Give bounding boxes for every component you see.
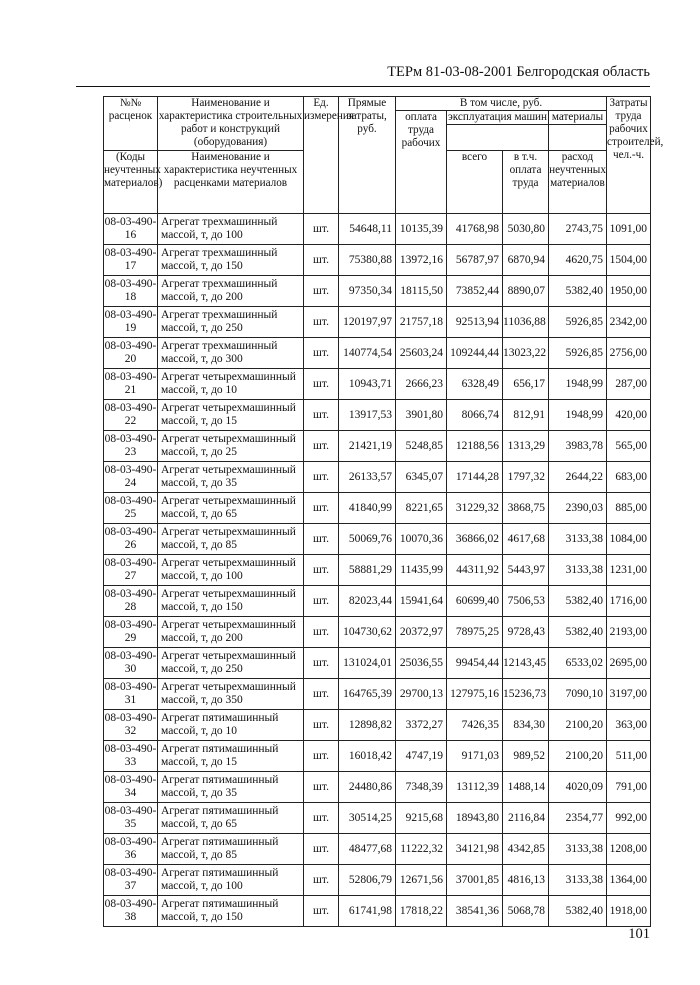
row-machines-total: 18943,80: [447, 803, 503, 834]
row-materials: 1948,99: [549, 369, 607, 400]
row-unit: шт.: [304, 462, 339, 493]
row-unit: шт.: [304, 431, 339, 462]
running-header: ТЕРм 81-03-08-2001 Белгородская область: [76, 62, 650, 87]
row-code: 08-03-490-29: [104, 617, 158, 648]
row-machines-wage: 989,52: [503, 741, 549, 772]
col-header-incl: В том числе, руб.: [396, 97, 607, 111]
row-direct-cost: 131024,01: [339, 648, 396, 679]
row-code: 08-03-490-37: [104, 865, 158, 896]
row-machines-total: 127975,16: [447, 679, 503, 710]
table-row: [104, 617, 651, 648]
row-name: Агрегат пятимашинный массой, т, до 35: [158, 772, 304, 803]
row-machines-total: 6328,49: [447, 369, 503, 400]
table-row: [104, 245, 651, 276]
row-machines-wage: 1313,29: [503, 431, 549, 462]
row-unit: шт.: [304, 400, 339, 431]
row-code: 08-03-490-36: [104, 834, 158, 865]
col-header-machines: эксплуатация машин: [447, 111, 548, 123]
row-labor: 511,00: [607, 741, 651, 772]
row-machines-wage: 11036,88: [503, 307, 549, 338]
col-header-unit: Ед. измерения: [304, 97, 339, 214]
row-wages: 10135,39: [396, 214, 447, 245]
row-wages: 20372,97: [396, 617, 447, 648]
table-header: [104, 97, 664, 214]
row-name: Агрегат четырехмашинный массой, т, до 35: [158, 462, 304, 493]
row-code: 08-03-490-17: [104, 245, 158, 276]
row-unit: шт.: [304, 493, 339, 524]
row-name: Агрегат четырехмашинный массой, т, до 85: [158, 524, 304, 555]
row-direct-cost: 13917,53: [339, 400, 396, 431]
row-unit: шт.: [304, 276, 339, 307]
col-header-code-unaccounted: (Коды неучтенных материалов): [104, 151, 158, 214]
row-direct-cost: 16018,42: [339, 741, 396, 772]
row-machines-wage: 812,91: [503, 400, 549, 431]
col-header-materials-unaccounted: расход неучтенных материалов: [549, 151, 607, 214]
row-name: Агрегат четырехмашинный массой, т, до 15: [158, 400, 304, 431]
row-labor: 791,00: [607, 772, 651, 803]
row-materials: 5382,40: [549, 276, 607, 307]
row-wages: 12671,56: [396, 865, 447, 896]
row-machines-wage: 6870,94: [503, 245, 549, 276]
row-direct-cost: 52806,79: [339, 865, 396, 896]
table-row: [104, 710, 651, 741]
row-name: Агрегат четырехмашинный массой, т, до 250: [158, 648, 304, 679]
row-machines-total: 17144,28: [447, 462, 503, 493]
row-machines-wage: 5443,97: [503, 555, 549, 586]
col-header-materials-spacer: [549, 125, 607, 151]
row-name: Агрегат пятимашинный массой, т, до 15: [158, 741, 304, 772]
row-code: 08-03-490-26: [104, 524, 158, 555]
row-direct-cost: 50069,76: [339, 524, 396, 555]
row-wages: 4747,19: [396, 741, 447, 772]
row-labor: 992,00: [607, 803, 651, 834]
row-wages: 18115,50: [396, 276, 447, 307]
row-materials: 2354,77: [549, 803, 607, 834]
row-labor: 565,00: [607, 431, 651, 462]
row-materials: 5382,40: [549, 617, 607, 648]
row-materials: 2644,22: [549, 462, 607, 493]
row-wages: 11435,99: [396, 555, 447, 586]
row-machines-wage: 834,30: [503, 710, 549, 741]
row-name: Агрегат четырехмашинный массой, т, до 10: [158, 369, 304, 400]
row-name: Агрегат пятимашинный массой, т, до 85: [158, 834, 304, 865]
row-direct-cost: 41840,99: [339, 493, 396, 524]
row-labor: 2193,00: [607, 617, 651, 648]
table-row: [104, 772, 651, 803]
col-header-labor: Затраты труда рабочих строителей, чел.-ч.: [607, 97, 651, 214]
row-labor: 1950,00: [607, 276, 651, 307]
row-machines-wage: 4816,13: [503, 865, 549, 896]
row-labor: 1231,00: [607, 555, 651, 586]
row-direct-cost: 82023,44: [339, 586, 396, 617]
row-machines-wage: 8890,07: [503, 276, 549, 307]
row-machines-total: 44311,92: [447, 555, 503, 586]
row-machines-total: 13112,39: [447, 772, 503, 803]
row-machines-total: 92513,94: [447, 307, 503, 338]
row-wages: 3901,80: [396, 400, 447, 431]
row-unit: шт.: [304, 369, 339, 400]
row-machines-total: 8066,74: [447, 400, 503, 431]
row-direct-cost: 10943,71: [339, 369, 396, 400]
row-labor: 1716,00: [607, 586, 651, 617]
row-code: 08-03-490-32: [104, 710, 158, 741]
row-labor: 683,00: [607, 462, 651, 493]
row-wages: 25036,55: [396, 648, 447, 679]
row-direct-cost: 104730,62: [339, 617, 396, 648]
row-direct-cost: 24480,86: [339, 772, 396, 803]
row-direct-cost: 48477,68: [339, 834, 396, 865]
table-row: [104, 679, 651, 710]
row-machines-wage: 4617,68: [503, 524, 549, 555]
row-code: 08-03-490-22: [104, 400, 158, 431]
row-materials: 5926,85: [549, 338, 607, 369]
row-machines-wage: 656,17: [503, 369, 549, 400]
row-machines-total: 60699,40: [447, 586, 503, 617]
row-direct-cost: 75380,88: [339, 245, 396, 276]
row-materials: 4620,75: [549, 245, 607, 276]
row-wages: 25603,24: [396, 338, 447, 369]
row-unit: шт.: [304, 896, 339, 927]
row-unit: шт.: [304, 772, 339, 803]
row-labor: 1504,00: [607, 245, 651, 276]
table-row: [104, 214, 651, 245]
row-name: Агрегат четырехмашинный массой, т, до 150: [158, 586, 304, 617]
col-header-direct: Прямые затраты, руб.: [339, 97, 396, 214]
row-code: 08-03-490-35: [104, 803, 158, 834]
row-materials: 5382,40: [549, 896, 607, 927]
row-name: Агрегат четырехмашинный массой, т, до 65: [158, 493, 304, 524]
table-row: [104, 462, 651, 493]
row-direct-cost: 120197,97: [339, 307, 396, 338]
table-row: [104, 896, 651, 927]
row-labor: 287,00: [607, 369, 651, 400]
row-name: Агрегат трехмашинный массой, т, до 300: [158, 338, 304, 369]
row-materials: 3133,38: [549, 555, 607, 586]
col-header-wages: оплата труда рабочих: [396, 111, 447, 214]
row-direct-cost: 21421,19: [339, 431, 396, 462]
row-materials: 2390,03: [549, 493, 607, 524]
row-labor: 1091,00: [607, 214, 651, 245]
row-name: Агрегат трехмашинный массой, т, до 150: [158, 245, 304, 276]
row-wages: 9215,68: [396, 803, 447, 834]
row-code: 08-03-490-30: [104, 648, 158, 679]
row-materials: 2100,20: [549, 710, 607, 741]
row-machines-wage: 5068,78: [503, 896, 549, 927]
row-materials: 5926,85: [549, 307, 607, 338]
col-header-machines-spacer: [447, 125, 549, 151]
table-row: [104, 431, 651, 462]
row-labor: 2342,00: [607, 307, 651, 338]
table-row: [104, 865, 651, 896]
row-machines-wage: 5030,80: [503, 214, 549, 245]
row-wages: 15941,64: [396, 586, 447, 617]
table-row: [104, 338, 651, 369]
row-unit: шт.: [304, 803, 339, 834]
row-code: 08-03-490-27: [104, 555, 158, 586]
row-unit: шт.: [304, 555, 339, 586]
table-row: [104, 369, 651, 400]
table-row: [104, 803, 651, 834]
row-materials: 3133,38: [549, 865, 607, 896]
row-machines-total: 109244,44: [447, 338, 503, 369]
row-machines-wage: 1488,14: [503, 772, 549, 803]
col-header-name: Наименование и характеристика строительных работ и конструкций (оборудования): [158, 97, 304, 151]
row-labor: 2756,00: [607, 338, 651, 369]
row-direct-cost: 140774,54: [339, 338, 396, 369]
row-code: 08-03-490-21: [104, 369, 158, 400]
row-name: Агрегат трехмашинный массой, т, до 250: [158, 307, 304, 338]
row-unit: шт.: [304, 834, 339, 865]
row-code: 08-03-490-33: [104, 741, 158, 772]
row-name: Агрегат пятимашинный массой, т, до 10: [158, 710, 304, 741]
row-machines-total: 56787,97: [447, 245, 503, 276]
row-code: 08-03-490-18: [104, 276, 158, 307]
row-name: Агрегат пятимашинный массой, т, до 65: [158, 803, 304, 834]
row-machines-wage: 9728,43: [503, 617, 549, 648]
row-unit: шт.: [304, 338, 339, 369]
col-header-machines-total: всего: [447, 151, 503, 214]
row-labor: 363,00: [607, 710, 651, 741]
table-row: [104, 555, 651, 586]
row-code: 08-03-490-38: [104, 896, 158, 927]
row-wages: 6345,07: [396, 462, 447, 493]
table-row: [104, 648, 651, 679]
row-labor: 420,00: [607, 400, 651, 431]
table-row: [104, 400, 651, 431]
row-machines-total: 99454,44: [447, 648, 503, 679]
row-direct-cost: 26133,57: [339, 462, 396, 493]
row-code: 08-03-490-28: [104, 586, 158, 617]
row-labor: 2695,00: [607, 648, 651, 679]
row-labor: 1918,00: [607, 896, 651, 927]
table-row: [104, 741, 651, 772]
row-name: Агрегат четырехмашинный массой, т, до 25: [158, 431, 304, 462]
row-machines-wage: 4342,85: [503, 834, 549, 865]
row-wages: 11222,32: [396, 834, 447, 865]
row-machines-wage: 7506,53: [503, 586, 549, 617]
row-code: 08-03-490-34: [104, 772, 158, 803]
row-labor: 3197,00: [607, 679, 651, 710]
row-materials: 3983,78: [549, 431, 607, 462]
row-code: 08-03-490-20: [104, 338, 158, 369]
row-unit: шт.: [304, 710, 339, 741]
row-machines-total: 31229,32: [447, 493, 503, 524]
row-wages: 17818,22: [396, 896, 447, 927]
row-unit: шт.: [304, 865, 339, 896]
col-header-name-unaccounted: Наименование и характеристика неучтенных расценками материалов: [158, 151, 304, 214]
row-direct-cost: 97350,34: [339, 276, 396, 307]
row-wages: 13972,16: [396, 245, 447, 276]
row-machines-total: 12188,56: [447, 431, 503, 462]
row-wages: 10070,36: [396, 524, 447, 555]
row-name: Агрегат четырехмашинный массой, т, до 350: [158, 679, 304, 710]
table-row: [104, 586, 651, 617]
row-machines-wage: 2116,84: [503, 803, 549, 834]
row-machines-wage: 13023,22: [503, 338, 549, 369]
row-wages: 3372,27: [396, 710, 447, 741]
rates-table: [103, 96, 664, 927]
row-labor: 1084,00: [607, 524, 651, 555]
table-row: [104, 276, 651, 307]
row-machines-total: 73852,44: [447, 276, 503, 307]
row-direct-cost: 58881,29: [339, 555, 396, 586]
row-materials: 4020,09: [549, 772, 607, 803]
row-code: 08-03-490-24: [104, 462, 158, 493]
row-labor: 1364,00: [607, 865, 651, 896]
row-materials: 6533,02: [549, 648, 607, 679]
row-code: 08-03-490-23: [104, 431, 158, 462]
row-direct-cost: 12898,82: [339, 710, 396, 741]
row-wages: 2666,23: [396, 369, 447, 400]
row-name: Агрегат пятимашинный массой, т, до 100: [158, 865, 304, 896]
row-labor: 1208,00: [607, 834, 651, 865]
table-row: [104, 524, 651, 555]
row-materials: 7090,10: [549, 679, 607, 710]
row-wages: 29700,13: [396, 679, 447, 710]
row-code: 08-03-490-16: [104, 214, 158, 245]
row-wages: 21757,18: [396, 307, 447, 338]
row-machines-total: 78975,25: [447, 617, 503, 648]
row-machines-wage: 1797,32: [503, 462, 549, 493]
row-name: Агрегат трехмашинный массой, т, до 200: [158, 276, 304, 307]
row-wages: 5248,85: [396, 431, 447, 462]
row-materials: 3133,38: [549, 834, 607, 865]
row-unit: шт.: [304, 214, 339, 245]
row-labor: 885,00: [607, 493, 651, 524]
row-unit: шт.: [304, 648, 339, 679]
row-direct-cost: 164765,39: [339, 679, 396, 710]
row-direct-cost: 61741,98: [339, 896, 396, 927]
row-machines-total: 36866,02: [447, 524, 503, 555]
row-code: 08-03-490-19: [104, 307, 158, 338]
row-materials: 2100,20: [549, 741, 607, 772]
row-machines-total: 34121,98: [447, 834, 503, 865]
col-header-code: №№ расценок: [104, 97, 158, 151]
row-name: Агрегат трехмашинный массой, т, до 100: [158, 214, 304, 245]
row-unit: шт.: [304, 679, 339, 710]
page-number: 101: [628, 926, 650, 942]
table-row: [104, 307, 651, 338]
col-header-materials: материалы: [549, 111, 607, 125]
row-direct-cost: 54648,11: [339, 214, 396, 245]
row-unit: шт.: [304, 245, 339, 276]
row-machines-total: 7426,35: [447, 710, 503, 741]
row-code: 08-03-490-25: [104, 493, 158, 524]
row-machines-wage: 15236,73: [503, 679, 549, 710]
row-machines-total: 37001,85: [447, 865, 503, 896]
row-wages: 8221,65: [396, 493, 447, 524]
table-body: [104, 214, 651, 927]
row-materials: 3133,38: [549, 524, 607, 555]
row-wages: 7348,39: [396, 772, 447, 803]
row-code: 08-03-490-31: [104, 679, 158, 710]
row-direct-cost: 30514,25: [339, 803, 396, 834]
col-header-machines-wage: в т.ч. оплата труда: [503, 151, 549, 214]
row-machines-wage: 3868,75: [503, 493, 549, 524]
row-unit: шт.: [304, 524, 339, 555]
row-unit: шт.: [304, 307, 339, 338]
table-row: [104, 834, 651, 865]
row-materials: 5382,40: [549, 586, 607, 617]
row-machines-total: 9171,03: [447, 741, 503, 772]
row-machines-total: 38541,36: [447, 896, 503, 927]
row-materials: 2743,75: [549, 214, 607, 245]
table-row: [104, 493, 651, 524]
row-materials: 1948,99: [549, 400, 607, 431]
row-name: Агрегат четырехмашинный массой, т, до 200: [158, 617, 304, 648]
row-name: Агрегат пятимашинный массой, т, до 150: [158, 896, 304, 927]
row-unit: шт.: [304, 741, 339, 772]
row-machines-total: 41768,98: [447, 214, 503, 245]
row-machines-wage: 12143,45: [503, 648, 549, 679]
row-unit: шт.: [304, 617, 339, 648]
row-name: Агрегат четырехмашинный массой, т, до 100: [158, 555, 304, 586]
row-unit: шт.: [304, 586, 339, 617]
